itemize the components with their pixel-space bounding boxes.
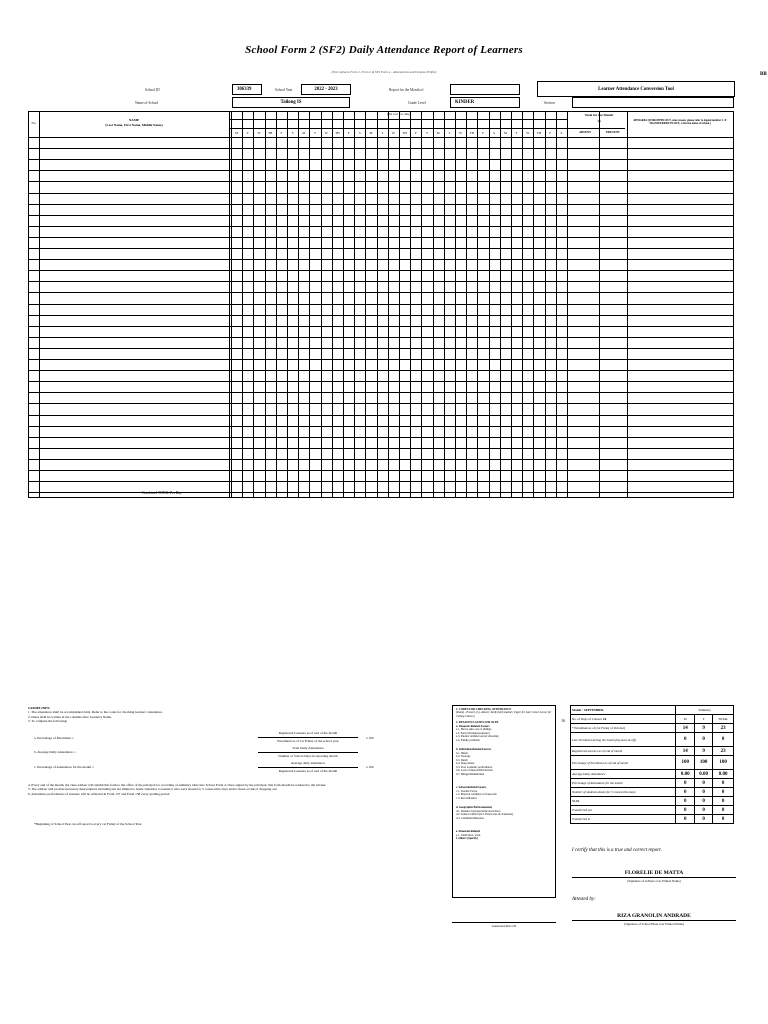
summary-row-label: NLPA	[571, 797, 676, 806]
reason-group-f: f. Others (Specify)	[456, 837, 478, 841]
school-head-caption: (Signature of School Head over Printed Name)	[624, 922, 684, 926]
reason-item: d.3. Calamities/Disasters	[456, 816, 484, 820]
absent-header: ABSENT	[578, 130, 591, 134]
attendance-codes-box	[452, 705, 556, 898]
summary-value-m: 14	[676, 747, 694, 756]
summary-value-t: 0	[713, 779, 734, 788]
summary-value-m: 0	[676, 733, 694, 747]
formula-c-label: c. Percentage of Attendance for the month =	[34, 765, 94, 769]
reason-group-e: e. Financial-Related	[456, 830, 480, 834]
generated-note: Generated thru LIS	[491, 924, 517, 928]
reason-item: b.2. Overage	[456, 755, 471, 759]
reason-item: b.7. Hunger/Malnutrition	[456, 772, 485, 776]
reason-item: c.1. Teacher Factor	[456, 789, 478, 793]
section-label: Section	[544, 101, 555, 105]
summary-row	[571, 788, 734, 797]
day-header: W	[526, 130, 530, 135]
month-label: Report for the Month of	[389, 88, 424, 92]
guidelines-notes	[28, 783, 448, 796]
formula-c-den: Registered Learners as of end of the month	[278, 769, 338, 773]
reason-item: b.1. Illness	[456, 751, 469, 755]
day-header: T	[246, 130, 249, 135]
day-header: W	[459, 130, 463, 135]
attested-label: Attested by:	[572, 897, 596, 902]
codes-heading: 1. CODES FOR CHECKING ATTENDANCE	[456, 708, 512, 711]
guidelines-heading: GUIDELINES:	[28, 706, 51, 710]
form-title: School Form 2 (SF2) Daily Attendance Report of Learners	[245, 44, 523, 56]
school-head-name: RIZA GRANOLIN ANDRADE	[617, 913, 691, 919]
formula-a-den: Enrolment as of 1st Friday of the school year	[277, 739, 339, 743]
summary-value-m: 0	[676, 806, 694, 815]
day-header: T	[448, 130, 451, 135]
reasons-heading: 2. REASONS/CAUSES FOR NLPA	[456, 721, 499, 725]
school-year-label: School Year	[275, 88, 293, 92]
formula-c-mult: x 100	[366, 765, 374, 769]
day-header: TH	[335, 130, 340, 135]
reason-item: e.1. Child labor, work	[456, 833, 481, 837]
summary-value-f: 0	[694, 779, 712, 788]
total-days-value: 16	[597, 119, 601, 123]
guideline-line: 2. Dates shall be written in the columns after Learner's Name.	[28, 714, 112, 719]
summary-value-f: 100	[694, 756, 712, 770]
day-header: M	[503, 130, 507, 135]
summary-summary-label: Summary	[676, 706, 734, 715]
summary-value-f: 0	[694, 797, 712, 806]
formula-a-label: a. Percentage of Enrolment =	[34, 736, 74, 740]
reason-item: c.3. Peer influence	[456, 796, 477, 800]
corner-mark: BB	[760, 72, 767, 77]
reason-group-d: d. Geographic/Environmental	[456, 806, 492, 810]
day-header: TH	[268, 130, 273, 135]
summary-value-t: 23	[713, 747, 734, 756]
summary-value-f: 0	[694, 815, 712, 824]
reason-item: b.6. Lack of interest/Distractions	[456, 769, 493, 773]
summary-value-m: 0	[676, 788, 694, 797]
summary-row	[571, 806, 734, 815]
summary-value-t: 0	[713, 815, 734, 824]
total-header: Total for the Month	[584, 113, 614, 117]
reason-group-a: a. Domestic-Related Factors	[456, 724, 490, 728]
summary-row-label: Average Daily Attendance	[571, 770, 676, 779]
day-header: W	[257, 130, 261, 135]
day-header: F	[414, 130, 417, 135]
school-id-value: 306339	[232, 84, 262, 95]
day-header: F	[482, 130, 484, 135]
guideline-note: 4. Every end of the month, the class adviser will submit this form to the office of the principal for recording of summary table into School Form 4. Once signed by the principal, this form should be returned to the adviser.	[28, 783, 327, 787]
formula-a-num: Registered Learners as of end of the month	[278, 731, 338, 735]
month-value	[450, 84, 520, 95]
reason-item: b.4. Drug Abuse	[456, 762, 475, 766]
day-header: M	[369, 130, 373, 135]
formula-b-num: Total Daily Attendance	[292, 746, 324, 750]
reason-item: a.4. Family problems	[456, 738, 480, 742]
summary-row-label: * Enrolment as of (1st Friday of October)	[571, 724, 676, 733]
day-header: S	[426, 130, 428, 135]
reason-item: c.2. Physical condition of classroom	[456, 793, 497, 797]
day-header: T	[381, 130, 384, 135]
present-header: PRESENT	[606, 130, 620, 134]
day-header: TH	[469, 130, 474, 135]
summary-value-t: 0	[713, 788, 734, 797]
no-header: No.	[31, 121, 37, 125]
summary-value-m: 0	[676, 797, 694, 806]
summary-row	[571, 724, 734, 733]
summary-row-label: Transferred out	[571, 806, 676, 815]
day-header: S	[291, 130, 294, 135]
attendance-table	[28, 111, 734, 498]
summary-value-f: 0	[694, 733, 712, 747]
reason-item: d.1. Distance between home and school	[456, 809, 501, 813]
formula-b-label: b. Average Daily Attendance =	[34, 750, 76, 754]
school-name-label: Name of School	[135, 101, 159, 105]
summary-row-label: Late Enrolment during the month (beyond cut-off)	[571, 733, 676, 747]
summary-value-m: 14	[676, 724, 694, 733]
summary-value-f: 0	[694, 788, 712, 797]
day-header: F	[549, 130, 552, 135]
day-header: T	[515, 130, 518, 135]
summary-row-label: Transferred in	[571, 815, 676, 824]
summary-value-t: 0.00	[713, 770, 734, 779]
summary-row	[571, 815, 734, 824]
formula-b-den: Number of School Days in reporting month	[278, 754, 338, 758]
combined-total-label: Combined TOTAL Per Day	[142, 491, 182, 495]
summary-value-f: 0	[694, 806, 712, 815]
day-header: M	[436, 130, 440, 135]
summary-row	[571, 797, 734, 806]
grade-label: Grade Level	[408, 101, 426, 105]
school-id-label: School ID	[145, 88, 160, 92]
summary-value-m: 0	[676, 779, 694, 788]
summary-row	[571, 747, 734, 756]
summary-total-header: TOTAL	[713, 715, 734, 724]
reason-item: b.3. Death	[456, 758, 468, 762]
summary-month: Month : SEPTEMBER	[571, 706, 676, 715]
summary-table	[570, 705, 734, 824]
summary-value-t: 0	[713, 806, 734, 815]
day-header: S	[358, 130, 361, 135]
day-header: TH	[402, 130, 407, 135]
adviser-name: FLORELIE DE MATTA	[624, 870, 684, 876]
day-header: F	[280, 130, 283, 135]
summary-value-f: 0.00	[694, 770, 712, 779]
name-header: NAME	[128, 118, 140, 122]
reason-group-b: b. Individual-Related Factors	[456, 748, 492, 752]
summary-value-m: 0.00	[676, 770, 694, 779]
day-header: S	[493, 130, 496, 135]
summary-row	[571, 779, 734, 788]
day-header: W	[391, 130, 395, 135]
section-value	[572, 97, 734, 108]
day-header: TH	[536, 130, 542, 135]
reason-item: b.5. Poor academic performance	[456, 765, 493, 769]
summary-value-m: 0	[676, 815, 694, 824]
guidelines	[28, 706, 448, 723]
name-subheader: (Last Name, First Name, Middle Name)	[105, 123, 163, 127]
day-header: M	[235, 130, 239, 135]
reason-group-c: c. School-Related Factors	[456, 786, 487, 790]
codes-legend: (blank) - Present; (x)- Absent; Tardy (half shaded= Upper for Late Comer, Lower for Cutting Classes)	[456, 711, 552, 718]
summary-value-t: 23	[713, 724, 734, 733]
summary-value-m: 100	[676, 756, 694, 770]
reason-item: a.1. Had to take care of siblings	[456, 728, 492, 732]
summary-row-label: Percentage of Enrolment as of end of month	[571, 756, 676, 770]
date-header: (1st row for date)	[387, 112, 411, 116]
reason-item: d.2. Armed conflict (incl. Tribal wars & clanfeuds)	[456, 813, 513, 817]
summary-row	[571, 733, 734, 747]
day-header: M	[302, 130, 306, 135]
day-header: F	[347, 130, 350, 135]
day-header: W	[324, 130, 328, 135]
summary-row-label: Percentage of Attendance for the month	[571, 779, 676, 788]
remarks-header: REMARKS (If DROPPED OUT, state reason, please refer to legend number 2. If TRANSFERRED IN/OUT, write the name of School.)	[633, 119, 727, 125]
formula-a-mult: x 100	[366, 736, 374, 740]
school-name-value: Tailong IS	[232, 97, 350, 108]
reason-item: a.3. Parents' attitude toward schooling	[456, 735, 499, 739]
summary-value-f: 9	[694, 747, 712, 756]
summary-value-f: 9	[694, 724, 712, 733]
day-header: T	[314, 130, 316, 135]
school-year-value: 2022 - 2023	[301, 84, 351, 95]
reason-item: a.2. Early marriage/pregnancy	[456, 731, 490, 735]
grade-value: KINDER	[450, 97, 520, 108]
guideline-note: 6. Attendance performance of learners will be reflected in Form 137 and Form 138 every grading period.	[28, 791, 171, 796]
codes-side-number: 16	[561, 718, 565, 723]
summary-days-label: No. of Days of Classes: 16	[571, 715, 676, 724]
summary-value-t: 100	[713, 756, 734, 770]
guideline-note: 5. The adviser will provide necessary interventions including but not limited to home visitation to learner/s who were absent for 5 consecutive days and/or those at risk of dropping out.	[28, 787, 278, 792]
summary-f-header: F	[694, 715, 712, 724]
guideline-line: 3. To compute the following:	[28, 718, 68, 723]
summary-value-t: 0	[713, 733, 734, 747]
summary-row-label: Number of students absent for 5 consecutive days:	[571, 788, 676, 797]
footnote: *Beginning of School Year cut-off report is every 1st Friday of the School Year	[34, 822, 142, 826]
form-subtitle: (This replaces Form 1, Form 2 & STS Form 4 - Absenteeism and Dropout Profile)	[331, 70, 437, 74]
guideline-line: 1. The attendance shall be accomplished daily. Refer to the codes for checking learners' attendance.	[28, 710, 163, 715]
summary-value-t: 0	[713, 797, 734, 806]
formula-c-num: Average daily attendance	[290, 761, 326, 765]
certification-text: I certify that this is a true and correct report.	[572, 848, 662, 853]
summary-row	[571, 770, 734, 779]
summary-row-label: Registered Learners as of end of month	[571, 747, 676, 756]
adviser-caption: (Signature of Adviser over Printed Name)	[627, 879, 681, 883]
conversion-tool-label: Learner Attendance Conversion Tool	[537, 81, 735, 97]
summary-row	[571, 756, 734, 770]
day-header: S	[560, 130, 563, 135]
summary-m-header: M	[676, 715, 694, 724]
